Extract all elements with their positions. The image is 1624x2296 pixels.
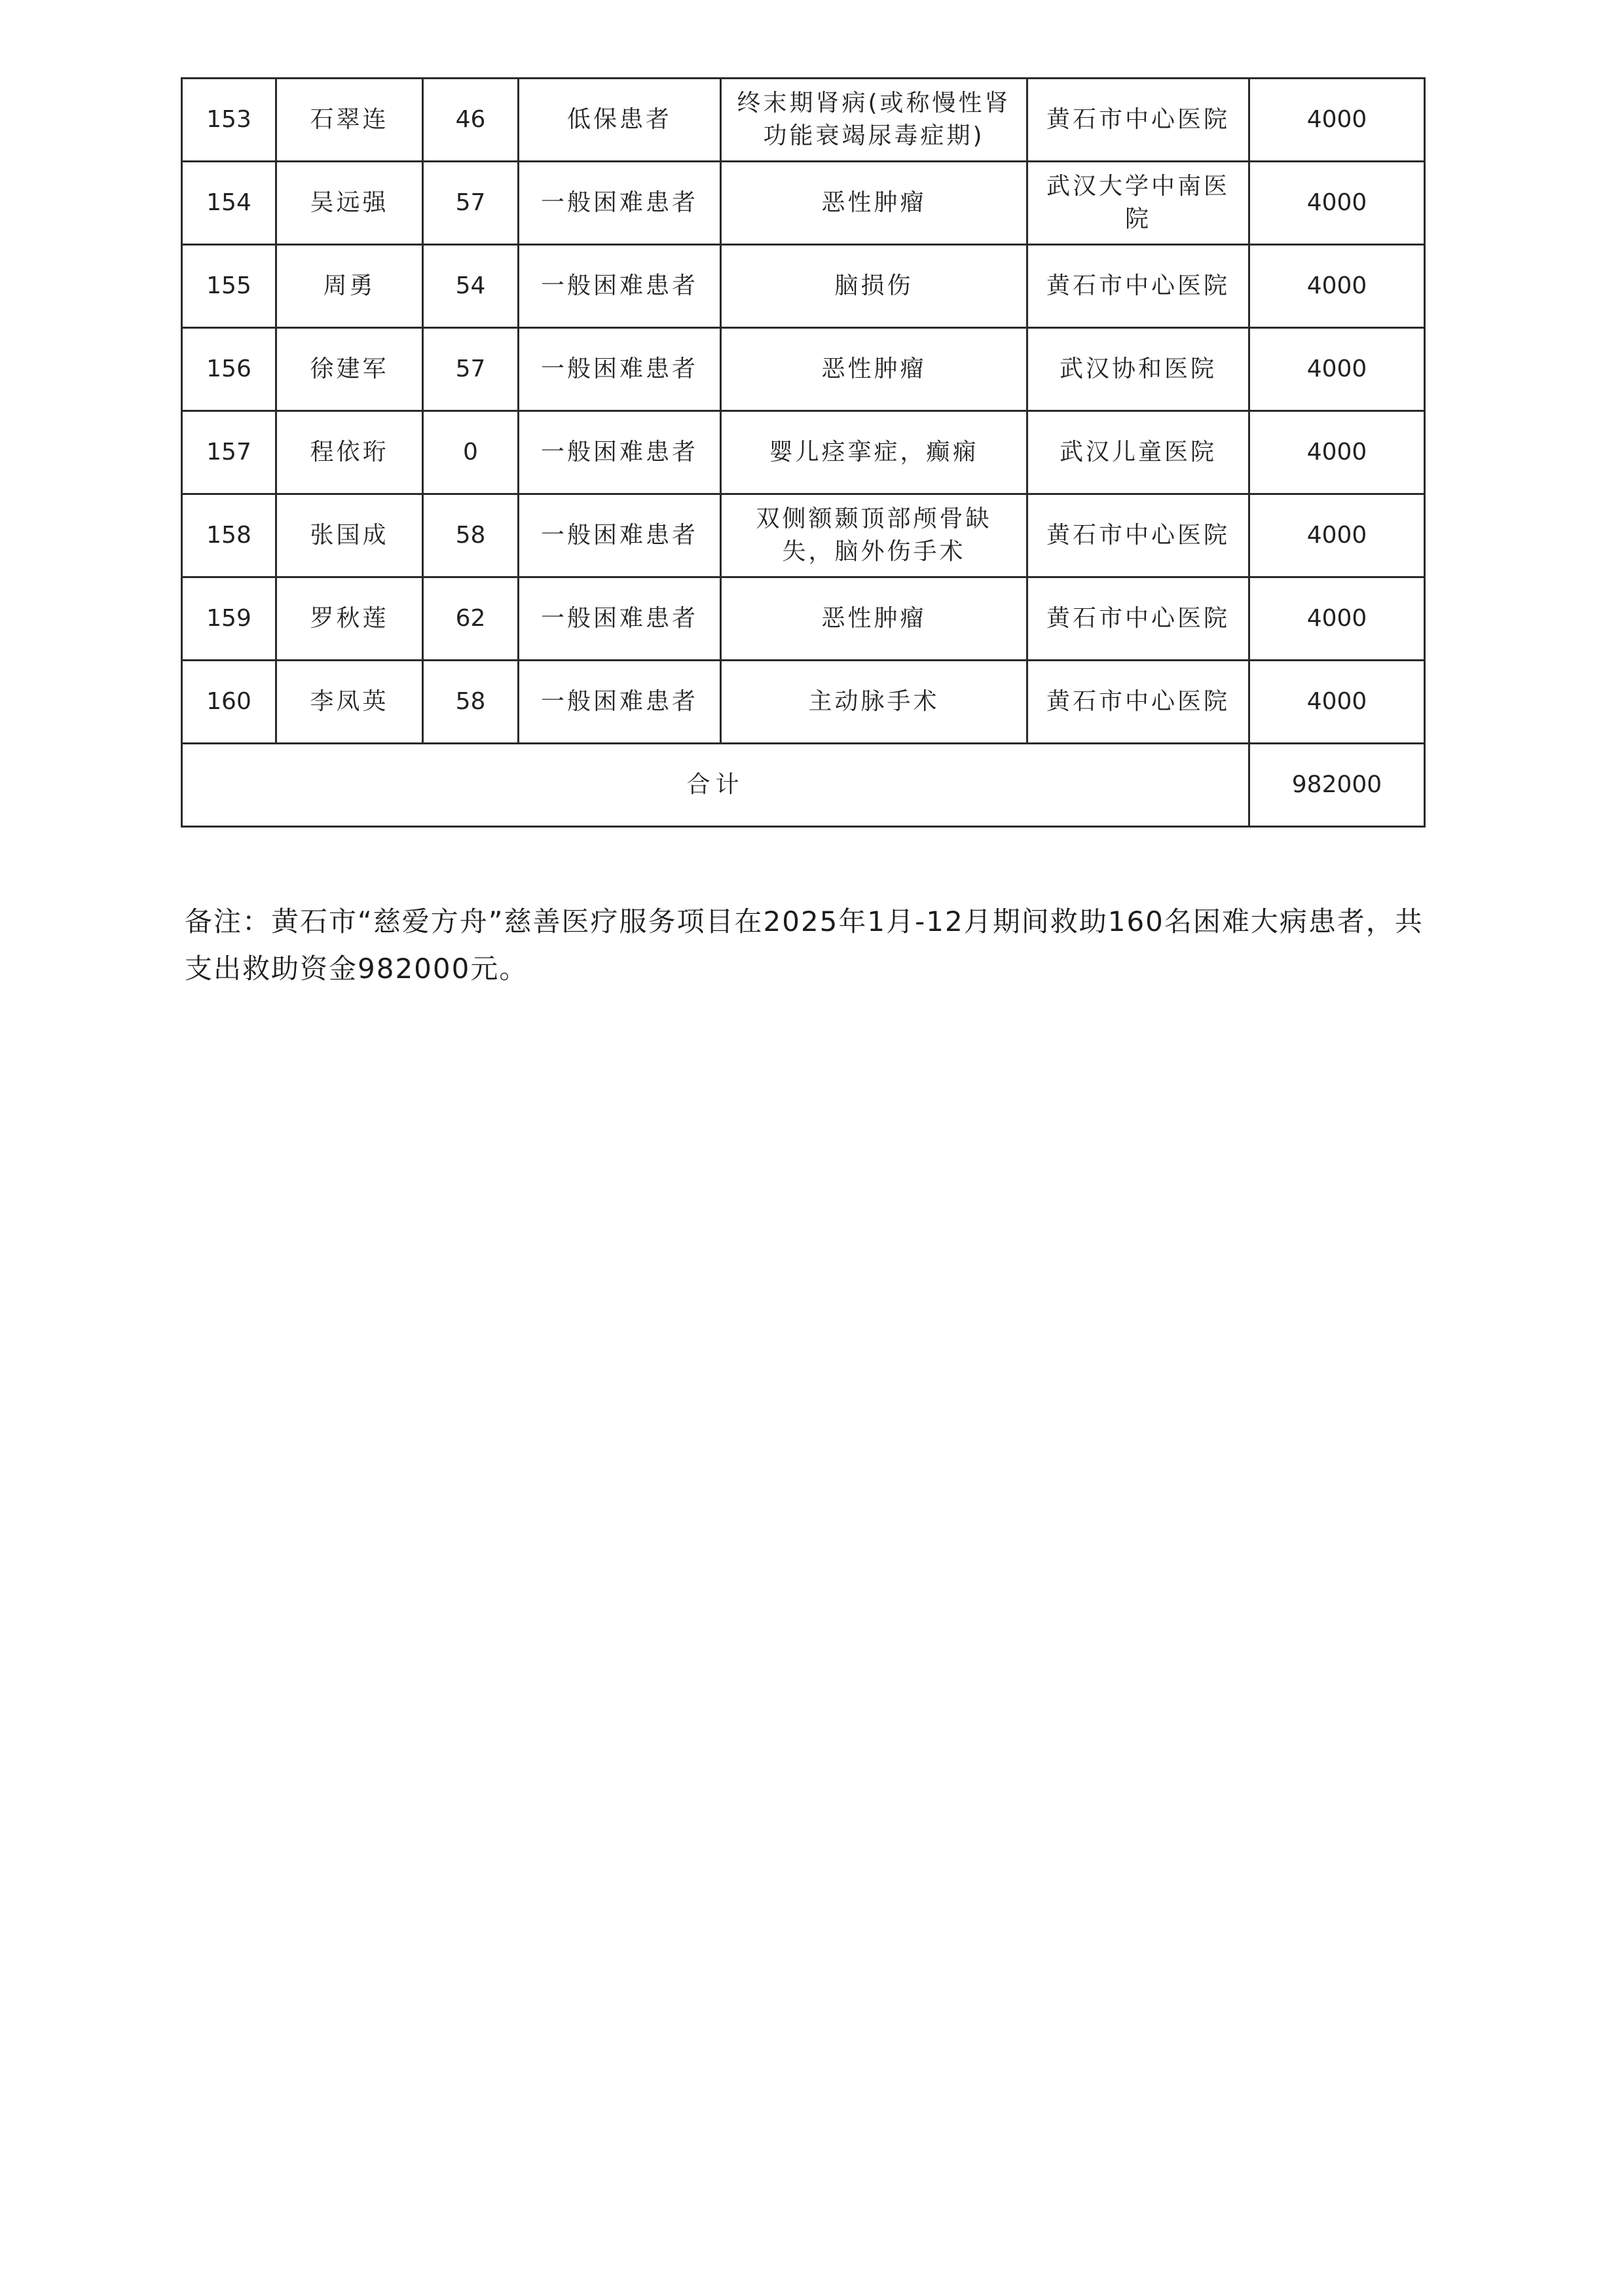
table-row	[182, 245, 1425, 328]
table-row	[182, 79, 1425, 162]
total-row	[182, 744, 1425, 827]
disease-cell: 终末期肾病(或称慢性肾功能衰竭尿毒症期)	[721, 79, 1027, 162]
patient-category-cell: 一般困难患者	[519, 494, 721, 577]
hospital-cell: 黄石市中心医院	[1027, 245, 1249, 328]
row-number-cell: 159	[182, 577, 276, 661]
hospital-cell: 武汉大学中南医院	[1027, 162, 1249, 245]
aid-amount-cell: 4000	[1249, 661, 1425, 744]
disease-cell: 恶性肿瘤	[721, 577, 1027, 661]
row-number-cell: 153	[182, 79, 276, 162]
row-number-cell: 155	[182, 245, 276, 328]
patient-name-cell: 徐建军	[276, 328, 423, 411]
patient-name-cell: 石翠连	[276, 79, 423, 162]
remark-note: 备注：黄石市“慈爱方舟”慈善医疗服务项目在2025年1月-12月期间救助160名困难大病患者，共支出救助资金982000元。	[185, 905, 1424, 985]
disease-cell: 恶性肿瘤	[721, 328, 1027, 411]
table-row	[182, 661, 1425, 744]
patient-age-cell: 46	[423, 79, 519, 162]
patient-name-cell: 程依珩	[276, 411, 423, 494]
aid-amount-cell: 4000	[1249, 162, 1425, 245]
patient-category-cell: 一般困难患者	[519, 245, 721, 328]
patient-name-cell: 李凤英	[276, 661, 423, 744]
total-amount: 982000	[1249, 744, 1425, 827]
aid-amount-cell: 4000	[1249, 245, 1425, 328]
aid-amount-cell: 4000	[1249, 328, 1425, 411]
patient-category-cell: 一般困难患者	[519, 411, 721, 494]
patient-category-cell: 一般困难患者	[519, 577, 721, 661]
hospital-cell: 黄石市中心医院	[1027, 577, 1249, 661]
row-number-cell: 156	[182, 328, 276, 411]
patient-category-cell: 低保患者	[519, 79, 721, 162]
total-label: 合计	[182, 744, 1249, 827]
patient-age-cell: 54	[423, 245, 519, 328]
table-body	[182, 79, 1425, 827]
patient-category-cell: 一般困难患者	[519, 661, 721, 744]
patient-name-cell: 周勇	[276, 245, 423, 328]
disease-cell: 婴儿痉挛症，癫痫	[721, 411, 1027, 494]
patient-age-cell: 58	[423, 494, 519, 577]
disease-cell: 双侧额颞顶部颅骨缺失，脑外伤手术	[721, 494, 1027, 577]
hospital-cell: 武汉儿童医院	[1027, 411, 1249, 494]
relief-table	[181, 77, 1426, 828]
aid-amount-cell: 4000	[1249, 494, 1425, 577]
row-number-cell: 158	[182, 494, 276, 577]
hospital-cell: 黄石市中心医院	[1027, 79, 1249, 162]
table-row	[182, 411, 1425, 494]
aid-amount-cell: 4000	[1249, 577, 1425, 661]
row-number-cell: 157	[182, 411, 276, 494]
patient-name-cell: 吴远强	[276, 162, 423, 245]
hospital-cell: 黄石市中心医院	[1027, 494, 1249, 577]
hospital-cell: 武汉协和医院	[1027, 328, 1249, 411]
table-row	[182, 328, 1425, 411]
table-row	[182, 577, 1425, 661]
row-number-cell: 154	[182, 162, 276, 245]
patient-age-cell: 62	[423, 577, 519, 661]
patient-category-cell: 一般困难患者	[519, 328, 721, 411]
patient-name-cell: 张国成	[276, 494, 423, 577]
aid-amount-cell: 4000	[1249, 79, 1425, 162]
patient-name-cell: 罗秋莲	[276, 577, 423, 661]
patient-age-cell: 0	[423, 411, 519, 494]
patient-age-cell: 57	[423, 162, 519, 245]
aid-amount-cell: 4000	[1249, 411, 1425, 494]
patient-category-cell: 一般困难患者	[519, 162, 721, 245]
table-row	[182, 494, 1425, 577]
hospital-cell: 黄石市中心医院	[1027, 661, 1249, 744]
row-number-cell: 160	[182, 661, 276, 744]
disease-cell: 主动脉手术	[721, 661, 1027, 744]
patient-age-cell: 58	[423, 661, 519, 744]
patient-age-cell: 57	[423, 328, 519, 411]
disease-cell: 脑损伤	[721, 245, 1027, 328]
disease-cell: 恶性肿瘤	[721, 162, 1027, 245]
table-row	[182, 162, 1425, 245]
